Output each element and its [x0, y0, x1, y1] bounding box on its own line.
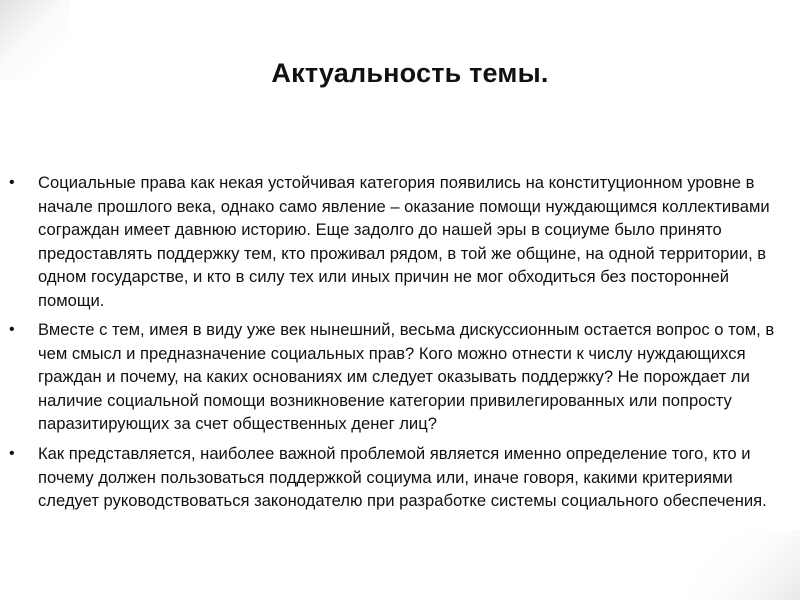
corner-shadow-decoration: [690, 530, 800, 600]
bullet-paragraph: [9, 171, 778, 313]
bullet-paragraph: [9, 442, 778, 513]
paragraph-text: Как представляется, наиболее важной проблемой является именно определение того, кто и почему должен пользоваться поддержкой социума или, иначе говоря, какими критериями следует руководствоваться законодателю при разработке системы социального обеспечения.: [38, 444, 767, 511]
bullet-marker: •: [9, 174, 15, 191]
bullet-marker: •: [9, 321, 15, 338]
paragraph-text: Социальные права как некая устойчивая категория появились на конституционном уровне в начале прошлого века, однако само явление – оказание помощи нуждающимся коллективами сограждан имеет давнюю историю. Еще задолго до нашей эры в социуме было принято предоставлять поддержку тем, кто проживал рядом, в той же общине, на одной территории, в одном государстве, и кто в силу тех или иных причин не мог обходиться без посторонней помощи.: [38, 173, 770, 310]
bullet-marker: •: [9, 445, 15, 462]
bullet-paragraph: [9, 318, 778, 436]
slide-title: Актуальность темы.: [271, 58, 549, 88]
paragraph-text: Вместе с тем, имея в виду уже век нынешний, весьма дискуссионным остается вопрос о том, в чем смысл и предназначение социальных прав? Кого можно отнести к числу нуждающихся граждан и почему, на каких основаниях им следует оказывать поддержку? Не порождает ли наличие социальной помощи возникновение категории привилегированных или попросту паразитирующих за счет общественных денег лиц?: [38, 320, 775, 434]
